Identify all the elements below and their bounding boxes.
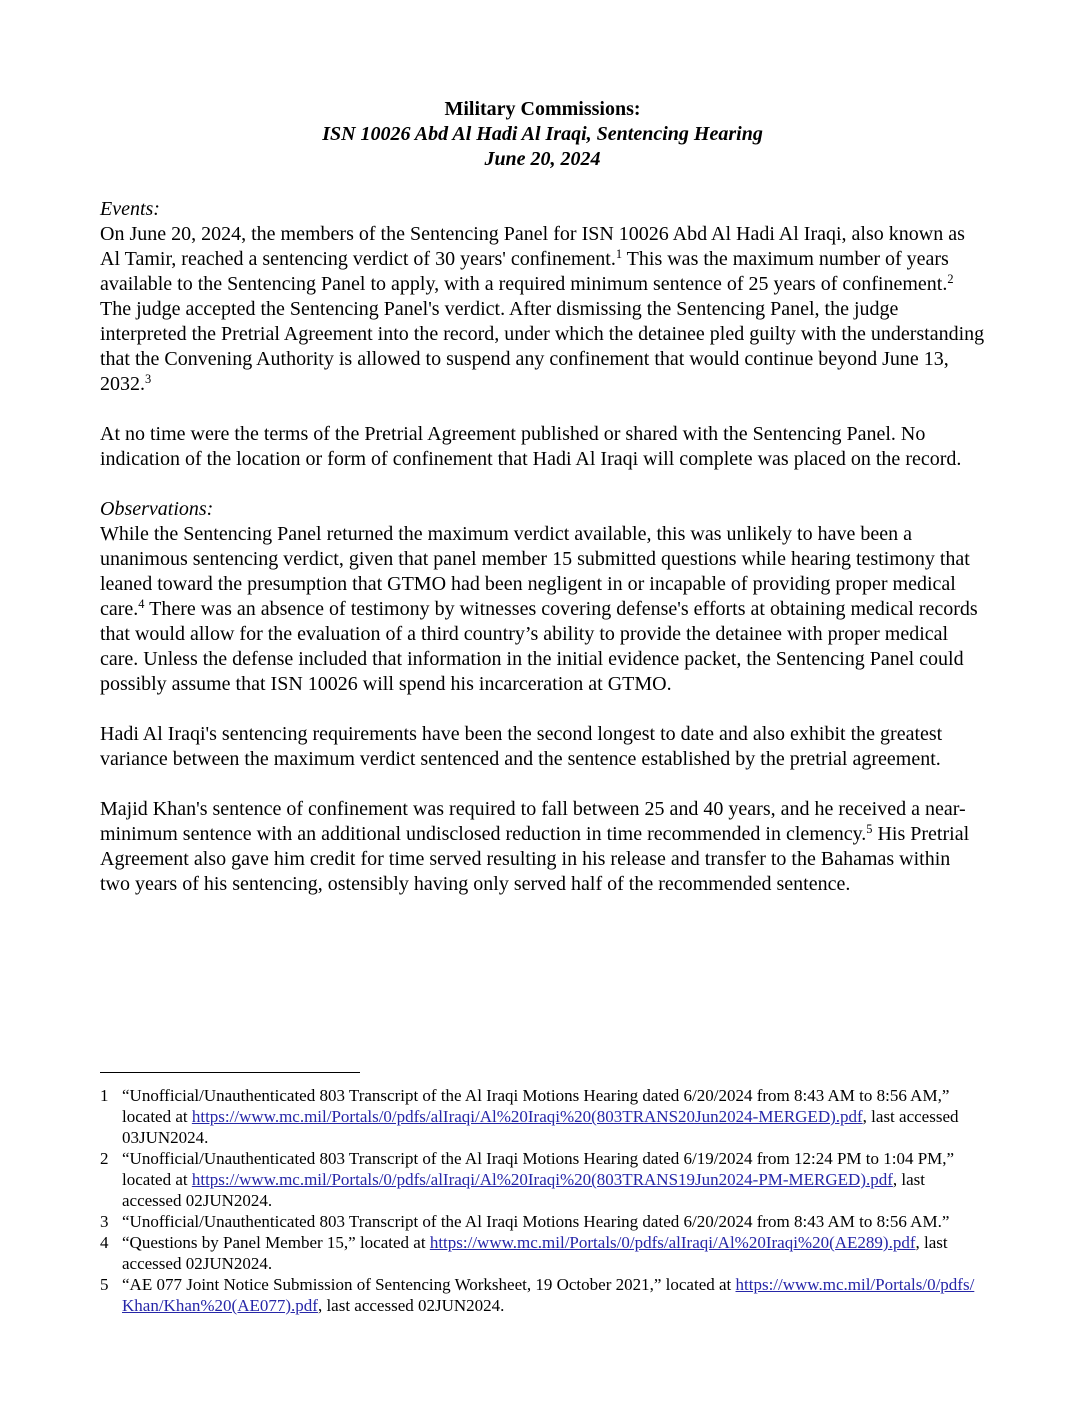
text-run: Hadi Al Iraqi's sentencing requirements have been the second longest to date and also exhibit the greatest variance between the maximum verdict sentenced and the sentence established by the pretrial agreement. [100, 723, 943, 770]
document-body [100, 97, 985, 897]
document-title [100, 97, 985, 172]
text-run: “AE 077 Joint Notice Submission of Sentencing Worksheet, 19 October 2021,” located at [122, 1275, 736, 1294]
footnote-text [122, 1085, 985, 1148]
section-heading-observations: Observations: [100, 498, 214, 520]
footnote-text [122, 1274, 985, 1316]
text-run: , last accessed 02JUN2024. [122, 1233, 948, 1273]
title-line-main: Military Commissions: [444, 98, 641, 120]
footnote-1 [100, 1085, 985, 1148]
text-run: “Questions by Panel Member 15,” located at [122, 1233, 430, 1252]
footnote-4 [100, 1232, 985, 1274]
text-run: “Unofficial/Unauthenticated 803 Transcript of the Al Iraqi Motions Hearing dated 6/19/2024 from 12:24 PM to 1:04 PM,” located at [122, 1149, 955, 1189]
paragraph-observations-2 [100, 722, 985, 772]
footnote-text [122, 1148, 985, 1211]
text-run: At no time were the terms of the Pretrial Agreement published or shared with the Sentencing Panel. No indication of the location or form of confinement that Hadi Al Iraqi will complete was placed on the record. [100, 423, 962, 470]
text-run: Majid Khan's sentence of confinement was required to fall between 25 and 40 years, and he received a near-minimum sentence with an additional undisclosed reduction in time recommended in clemency. [100, 798, 966, 845]
text-run: The judge accepted the Sentencing Panel's verdict. After dismissing the Sentencing Panel, the judge interpreted the Pretrial Agreement into the record, under which the detainee pled guilty with the understanding that the Convening Authority is allowed to suspend any confinement that would continue beyond June 13, 2032. [100, 298, 985, 395]
footnote-2 [100, 1148, 985, 1211]
text-run: This was the maximum number of years available to the Sentencing Panel to apply, with a required minimum sentence of 25 years of confinement. [100, 248, 949, 295]
footnote-number: 2 [100, 1149, 109, 1168]
footnote-link[interactable]: https://www.mc.mil/Portals/0/pdfs/alIraqi/Al%20Iraqi%20(AE289).pdf [429, 1233, 916, 1252]
footnote-reference: 2 [947, 272, 954, 287]
footnote-reference: 3 [145, 372, 152, 387]
footnote-text [122, 1211, 985, 1232]
text-run: There was an absence of testimony by witnesses covering defense's efforts at obtaining medical records that would allow for the evaluation of a third country’s ability to provide the detainee with proper medical care. Unless the defense included that information in the initial evidence packet, the Sentencing Panel could possibly assume that ISN 10026 will spend his incarceration at GTMO. [100, 598, 978, 695]
footnote-number: 5 [100, 1275, 109, 1294]
footnotes-section [100, 1072, 985, 1316]
footnote-number: 4 [100, 1233, 109, 1252]
footnote-link[interactable]: https://www.mc.mil/Portals/0/pdfs/alIraqi/Al%20Iraqi%20(803TRANS20Jun2024-MERGED).pdf [191, 1107, 863, 1126]
text-run: , last accessed 02JUN2024. [317, 1296, 505, 1315]
section-heading-events: Events: [100, 198, 160, 220]
paragraph-observations-3 [100, 797, 985, 897]
text-run: On June 20, 2024, the members of the Sentencing Panel for ISN 10026 Abd Al Hadi Al Iraqi, also known as Al Tamir, reached a sentencing verdict of 30 years' confinement. [100, 223, 965, 270]
text-run: While the Sentencing Panel returned the maximum verdict available, this was unlikely to have been a unanimous sentencing verdict, given that panel member 15 submitted questions while hearing testimony that leaned toward the presumption that GTMO had been negligent in or incapable of providing proper medical care. [100, 523, 970, 620]
footnote-number: 1 [100, 1086, 109, 1105]
text-run: His Pretrial Agreement also gave him credit for time served resulting in his release and transfer to the Bahamas within two years of his sentencing, ostensibly having only served half of the recommended sentence. [100, 823, 970, 895]
footnote-number: 3 [100, 1212, 109, 1231]
footnote-separator [100, 1072, 360, 1073]
paragraph-events-1 [100, 222, 985, 397]
text-run: , last accessed 02JUN2024. [122, 1170, 926, 1210]
footnote-3 [100, 1211, 985, 1232]
text-run: “Unofficial/Unauthenticated 803 Transcript of the Al Iraqi Motions Hearing dated 6/20/2024 from 8:43 AM to 8:56 AM.” [122, 1212, 950, 1231]
footnote-link[interactable]: https://www.mc.mil/Portals/0/pdfs/alIraqi/Al%20Iraqi%20(803TRANS19Jun2024-PM-MERGED).pdf [191, 1170, 893, 1189]
footnote-5 [100, 1274, 985, 1316]
text-run: , last accessed 03JUN2024. [122, 1107, 959, 1147]
paragraph-observations-1 [100, 522, 985, 697]
footnote-reference: 5 [866, 822, 873, 837]
title-line-subject: ISN 10026 Abd Al Hadi Al Iraqi, Sentencing Hearing [322, 123, 763, 145]
footnote-reference: 4 [138, 597, 145, 612]
footnote-reference: 1 [615, 247, 623, 262]
footnote-text [122, 1232, 985, 1274]
text-run: “Unofficial/Unauthenticated 803 Transcript of the Al Iraqi Motions Hearing dated 6/20/2024 from 8:43 AM to 8:56 AM,” located at [122, 1086, 950, 1126]
footnote-link[interactable]: https://www.mc.mil/Portals/0/pdfs/Khan/Khan%20(AE077).pdf [122, 1275, 975, 1315]
paragraph-events-2 [100, 422, 985, 472]
title-line-date: June 20, 2024 [484, 148, 601, 170]
